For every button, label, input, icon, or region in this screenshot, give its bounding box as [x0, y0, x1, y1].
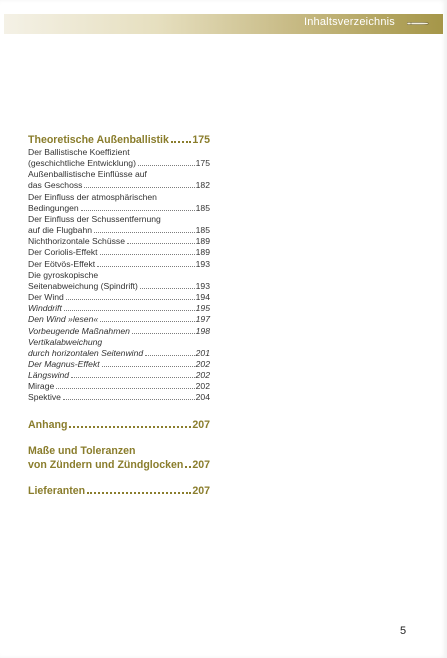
- toc-entry-title: Spektive: [28, 392, 61, 403]
- dot-leader: [63, 399, 195, 400]
- toc-entry-title: Die gyroskopische: [28, 269, 99, 280]
- toc-entry-page: 202: [195, 370, 210, 381]
- dot-leader: [56, 388, 194, 389]
- dot-leader: [66, 299, 195, 300]
- toc-entry-page: 175: [195, 158, 210, 169]
- toc-entry-title: Der Magnus-Effekt: [28, 358, 100, 369]
- toc-entry-page: 182: [195, 180, 210, 191]
- toc-entry-title: Der Wind: [28, 292, 64, 303]
- toc-masse-line-1[interactable]: [28, 444, 210, 458]
- toc-masse-line-2[interactable]: [28, 458, 210, 472]
- toc-entry-title: (geschichtliche Entwicklung): [28, 158, 136, 169]
- toc-masse-page: 207: [192, 458, 210, 471]
- table-of-contents: [28, 133, 210, 498]
- dot-leader: [87, 492, 191, 494]
- toc-masse-title-2: von Zündern und Zündglocken: [28, 458, 184, 471]
- toc-entry[interactable]: [28, 281, 210, 292]
- toc-entry-line[interactable]: [28, 147, 210, 158]
- toc-entry[interactable]: [28, 259, 210, 270]
- toc-entry[interactable]: [28, 381, 210, 392]
- dot-leader: [84, 187, 194, 188]
- toc-entry-title: auf die Flugbahn: [28, 225, 93, 236]
- toc-entry[interactable]: [28, 370, 210, 381]
- toc-entry[interactable]: [28, 314, 210, 325]
- toc-entry-title: Der Eötvös-Effekt: [28, 258, 96, 269]
- dot-leader: [102, 366, 195, 367]
- toc-entries: [28, 147, 210, 404]
- dot-leader: [71, 377, 195, 378]
- toc-entry-title: Seitenabweichung (Spindrift): [28, 280, 138, 291]
- toc-lieferanten-page: 207: [192, 484, 210, 497]
- toc-entry-title: Der Einfluss der atmosphärischen: [28, 191, 157, 202]
- toc-entry-title: Nichthorizontale Schüsse: [28, 236, 125, 247]
- toc-entry-title: Vorbeugende Maßnahmen: [28, 325, 130, 336]
- dot-leader: [185, 466, 191, 468]
- dot-leader: [100, 254, 195, 255]
- toc-entry[interactable]: [28, 180, 210, 191]
- toc-entry-page: 185: [195, 202, 210, 213]
- toc-entry[interactable]: [28, 247, 210, 258]
- toc-entry-title: Bedingungen: [28, 202, 79, 213]
- toc-entry-page: 202: [195, 358, 210, 369]
- toc-anhang-page: 207: [192, 418, 210, 431]
- toc-entry-title: Der Ballistische Koeffizient: [28, 147, 130, 157]
- dot-leader: [100, 321, 195, 322]
- toc-entry-line[interactable]: [28, 270, 210, 281]
- dot-leader: [127, 243, 195, 244]
- toc-lieferanten-title: Lieferanten: [28, 484, 86, 497]
- toc-entry-page: 189: [195, 236, 210, 247]
- toc-entry[interactable]: [28, 158, 210, 169]
- toc-entry[interactable]: [28, 292, 210, 303]
- dot-leader: [171, 141, 191, 143]
- dot-leader: [132, 333, 195, 334]
- toc-entry-title: durch horizontalen Seitenwind: [28, 347, 144, 358]
- toc-entry-page: 195: [195, 303, 210, 314]
- toc-entry[interactable]: [28, 348, 210, 359]
- toc-entry-line[interactable]: [28, 214, 210, 225]
- toc-entry-title: Der Coriolis-Effekt: [28, 247, 98, 258]
- toc-entry-page: 201: [195, 347, 210, 358]
- toc-entry-title: Mirage: [28, 381, 55, 392]
- dot-leader: [94, 232, 195, 233]
- toc-entry-page: 204: [195, 392, 210, 403]
- toc-entry[interactable]: [28, 359, 210, 370]
- toc-entry[interactable]: [28, 203, 210, 214]
- toc-entry-title: Vertikalabweichung: [28, 336, 103, 347]
- header-title: Inhaltsverzeichnis: [303, 16, 395, 28]
- toc-entry-line[interactable]: [28, 192, 210, 203]
- toc-entry[interactable]: [28, 225, 210, 236]
- toc-entry-page: 193: [195, 258, 210, 269]
- toc-masse-title-1: Maße und Toleranzen: [28, 444, 136, 457]
- toc-entry[interactable]: [28, 236, 210, 247]
- toc-lieferanten[interactable]: [28, 484, 210, 498]
- toc-heading-page: 175: [192, 134, 210, 146]
- toc-entry-page: 194: [195, 292, 210, 303]
- toc-entry-page: 197: [195, 314, 210, 325]
- toc-entry-page: 202: [195, 381, 210, 392]
- dot-leader: [97, 266, 194, 267]
- toc-entry[interactable]: [28, 326, 210, 337]
- toc-entry[interactable]: [28, 392, 210, 403]
- toc-entry[interactable]: [28, 303, 210, 314]
- toc-entry-line[interactable]: [28, 169, 210, 180]
- toc-entry-title: Längswind: [28, 370, 70, 381]
- dot-leader: [81, 210, 195, 211]
- toc-entry-title: das Geschoss: [28, 180, 83, 191]
- toc-anhang-title: Anhang: [28, 418, 68, 431]
- toc-entry-page: 189: [195, 247, 210, 258]
- toc-entry-line[interactable]: [28, 337, 210, 348]
- dot-leader: [64, 310, 195, 311]
- toc-heading-title: Theoretische Außenballistik: [28, 134, 169, 146]
- toc-main-heading[interactable]: [28, 133, 210, 147]
- dot-leader: [69, 426, 191, 428]
- dot-leader: [138, 165, 195, 166]
- dot-leader: [140, 288, 195, 289]
- bullet-icon: [407, 21, 429, 26]
- toc-entry-title: Der Einfluss der Schussentfernung: [28, 213, 161, 224]
- toc-entry-page: 193: [195, 280, 210, 291]
- page-number: 5: [400, 625, 407, 637]
- toc-entry-page: 185: [195, 225, 210, 236]
- toc-entry-title: Winddrift: [28, 303, 62, 314]
- toc-entry-page: 198: [195, 325, 210, 336]
- toc-entry-title: Den Wind »lesen«: [28, 314, 99, 325]
- toc-anhang[interactable]: [28, 418, 210, 432]
- dot-leader: [145, 355, 195, 356]
- toc-entry-title: Außenballistische Einflüsse auf: [28, 169, 147, 180]
